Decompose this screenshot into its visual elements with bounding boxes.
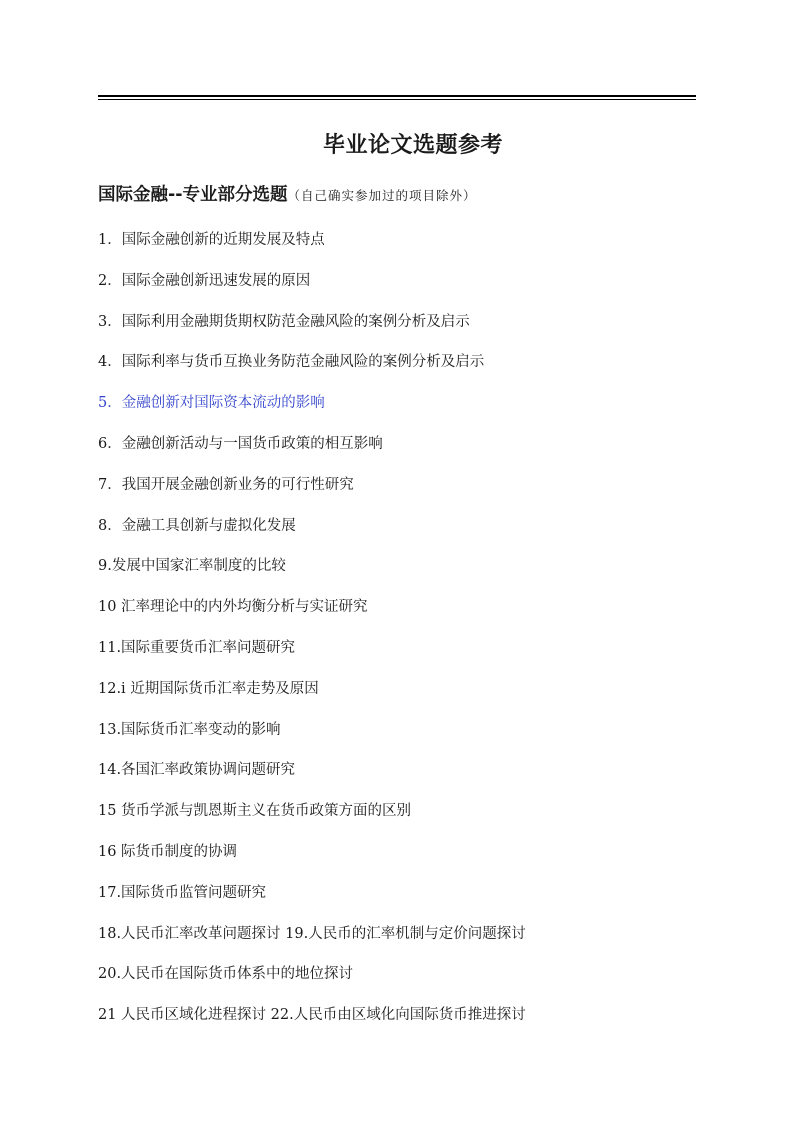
topic-item: 4．国际利率与货币互换业务防范金融风险的案例分析及启示 bbox=[98, 354, 485, 371]
topic-item: 13.国际货币汇率变动的影响 bbox=[98, 721, 281, 738]
header-rule-thin bbox=[98, 99, 696, 100]
topic-item: 9.发展中国家汇率制度的比较 bbox=[98, 558, 286, 575]
page-title: 毕业论文选题参考 bbox=[322, 132, 503, 158]
topic-item: 21 人民币区域化进程探讨 22.人民币由区域化向国际货币推进探讨 bbox=[98, 1007, 526, 1024]
topic-item: 15 货币学派与凯恩斯主义在货币政策方面的区别 bbox=[98, 803, 412, 820]
header-rule-thick bbox=[98, 95, 696, 97]
topic-item: 12.i 近期国际货币汇率走势及原因 bbox=[98, 680, 319, 697]
topic-item: 6．金融创新活动与一国货币政策的相互影响 bbox=[98, 435, 383, 452]
topic-item: 14.各国汇率政策协调问题研究 bbox=[98, 762, 296, 779]
topic-list bbox=[98, 229, 698, 1045]
topic-item: 11.国际重要货币汇率问题研究 bbox=[98, 639, 296, 656]
topic-item: 20.人民币在国际货币体系中的地位探讨 bbox=[98, 966, 354, 983]
topic-item: 8．金融工具创新与虚拟化发展 bbox=[98, 517, 296, 534]
section-heading-text: 国际金融--专业部分选题 bbox=[98, 185, 288, 205]
topic-item: 10 汇率理论中的内外均衡分析与实证研究 bbox=[98, 599, 368, 616]
topic-item: 16 际货币制度的协调 bbox=[98, 843, 238, 860]
topic-item: 2．国际金融创新迅速发展的原因 bbox=[98, 272, 311, 289]
topic-item-link[interactable]: 5．金融创新对国际资本流动的影响 bbox=[98, 395, 325, 412]
topic-item: 18.人民币汇率改革问题探讨 19.人民币的汇率机制与定价问题探讨 bbox=[98, 925, 526, 942]
topic-item: 1．国际金融创新的近期发展及特点 bbox=[98, 232, 325, 248]
section-heading-note: （自己确实参加过的项目除外） bbox=[287, 188, 477, 203]
topic-item: 3．国际利用金融期货期权防范金融风险的案例分析及启示 bbox=[98, 313, 470, 330]
topic-item: 17.国际货币监管问题研究 bbox=[98, 884, 267, 901]
section-heading bbox=[98, 182, 698, 209]
topic-item: 7．我国开展金融创新业务的可行性研究 bbox=[98, 476, 354, 493]
